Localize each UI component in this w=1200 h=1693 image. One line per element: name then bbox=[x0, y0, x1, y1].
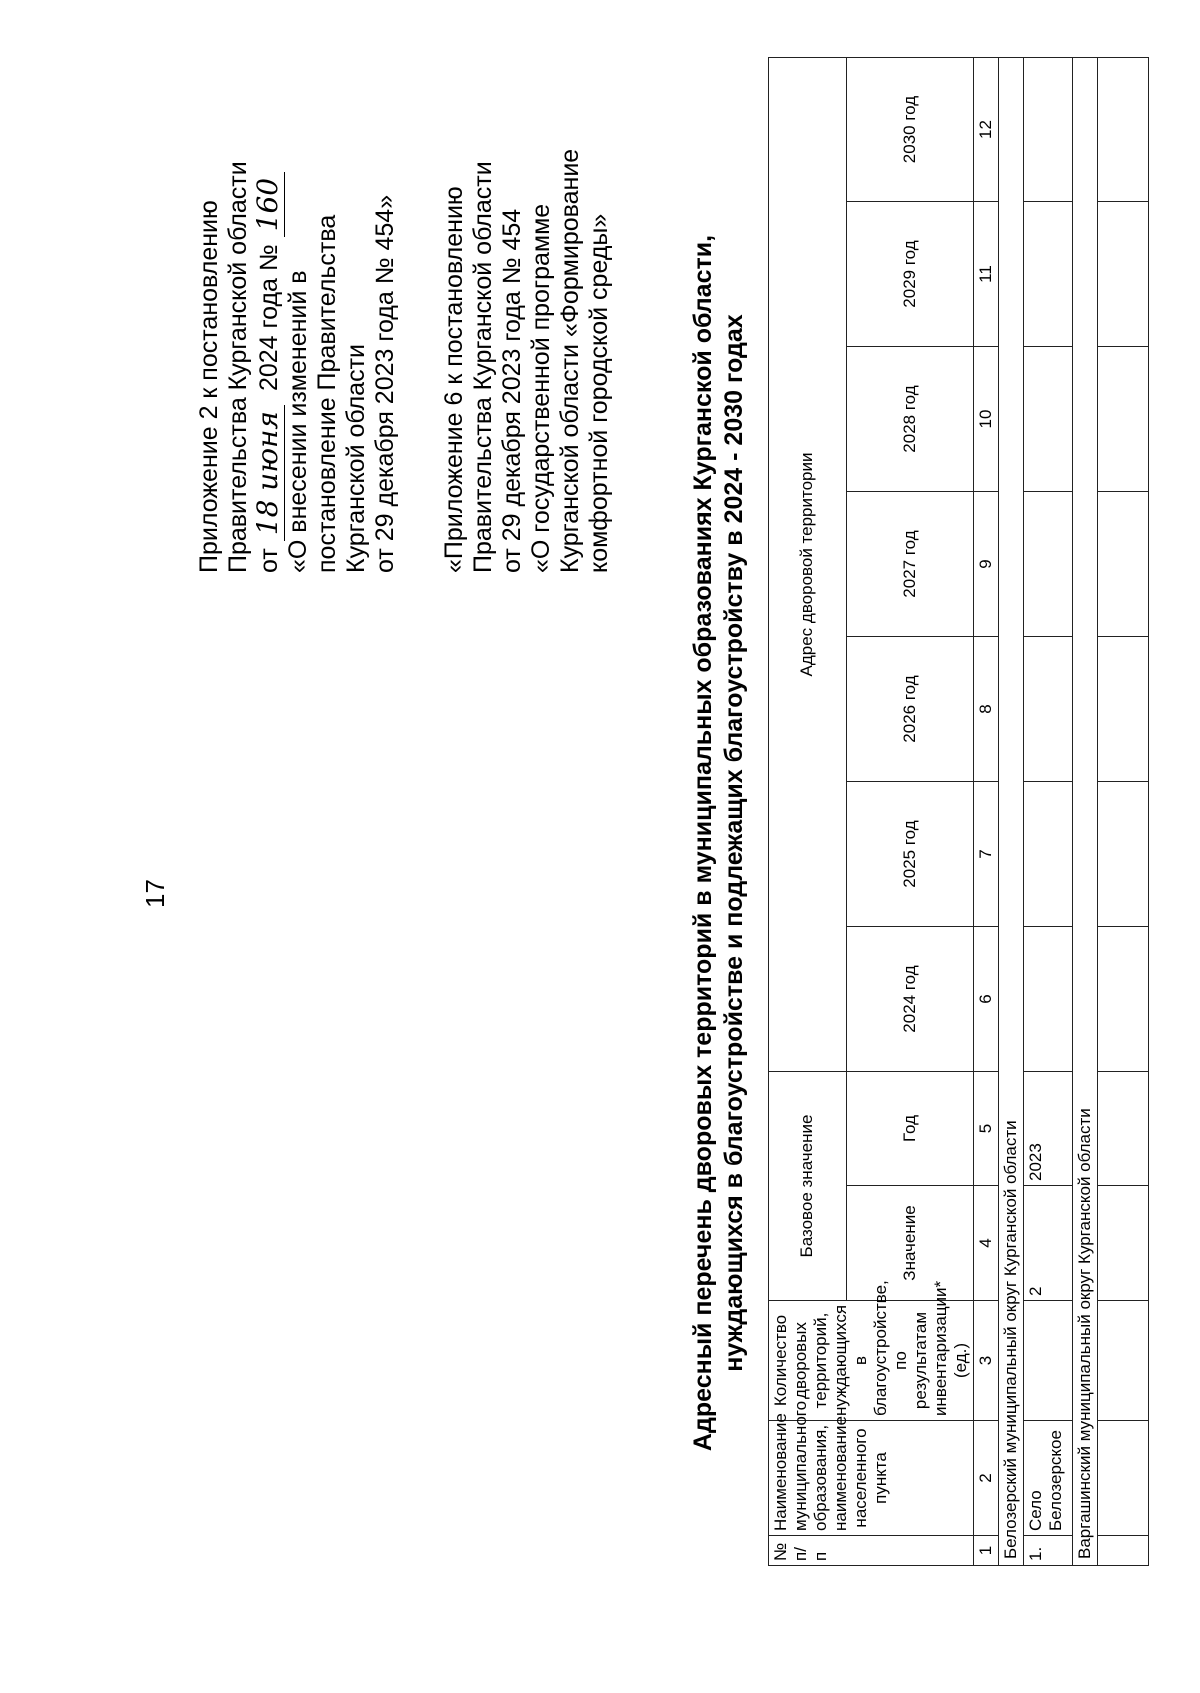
empty-cell bbox=[1098, 1072, 1149, 1186]
attachment-6-line-4: «О государственной программе bbox=[527, 203, 555, 573]
attachment-6-line-3: от 29 декабря 2023 года № 454 bbox=[498, 208, 526, 573]
attachment-2-date-prefix: от bbox=[255, 548, 283, 573]
header-year-2026: 2026 год bbox=[846, 637, 973, 782]
row-year-cell bbox=[1024, 57, 1073, 201]
attachment-6-line-2: Правительства Курганской области bbox=[469, 161, 497, 573]
attachment-2-block bbox=[195, 53, 400, 573]
row-year-cell bbox=[1024, 782, 1073, 927]
row-year-cell bbox=[1024, 347, 1073, 492]
row-municipality: Село Белозерское bbox=[1024, 1421, 1073, 1536]
header-year-2025: 2025 год bbox=[846, 782, 973, 927]
attachment-6-line-1: «Приложение 6 к постановлению bbox=[440, 186, 468, 573]
header-municipality: Наименование муниципального образования, наименование населенного пункта bbox=[769, 1421, 974, 1536]
header-base-value-group: Базовое значение bbox=[769, 1072, 847, 1301]
header-index: № п/п bbox=[769, 1536, 974, 1566]
handwritten-number: 160 bbox=[251, 172, 285, 237]
attachment-2-line-2: Правительства Курганской области bbox=[224, 161, 252, 573]
attachment-2-line-4: «О внесении изменений в bbox=[284, 270, 312, 573]
header-year-2024: 2024 год bbox=[846, 927, 973, 1072]
section-title: Варгашинский муниципальный округ Курганской области bbox=[1073, 57, 1098, 1565]
attachment-2-line-1: Приложение 2 к постановлению bbox=[195, 200, 223, 573]
row-year-cell bbox=[1024, 637, 1073, 782]
column-number: 2 bbox=[974, 1421, 999, 1536]
empty-cell bbox=[1098, 1536, 1149, 1566]
header-year-2030: 2030 год bbox=[846, 57, 973, 201]
attachment-2-line-6: Курганской области bbox=[342, 343, 370, 573]
section-row-vargashinsky bbox=[1073, 57, 1098, 1565]
column-number: 4 bbox=[974, 1186, 999, 1301]
address-register-table bbox=[768, 57, 1149, 1566]
row-base-year: 2023 bbox=[1024, 1072, 1073, 1186]
table-row bbox=[1024, 57, 1073, 1565]
empty-cell bbox=[1098, 927, 1149, 1072]
row-base-value: 2 bbox=[1024, 1186, 1073, 1301]
attachment-6-line-5: Курганской области «Формирование bbox=[556, 148, 584, 573]
document-title bbox=[688, 73, 750, 1613]
header-address-group: Адрес дворовой территории bbox=[769, 57, 847, 1071]
column-number: 5 bbox=[974, 1072, 999, 1186]
column-number: 11 bbox=[974, 202, 999, 347]
handwritten-date: 18 июня bbox=[251, 405, 285, 541]
header-base-year: Год bbox=[846, 1072, 973, 1186]
column-number: 8 bbox=[974, 637, 999, 782]
header-base-value: Значение bbox=[846, 1186, 973, 1301]
page-number: 17 bbox=[140, 879, 170, 908]
table-row bbox=[1098, 57, 1149, 1565]
empty-cell bbox=[1098, 492, 1149, 637]
column-number: 9 bbox=[974, 492, 999, 637]
header-year-2028: 2028 год bbox=[846, 347, 973, 492]
empty-cell bbox=[1098, 1186, 1149, 1301]
document-title-line-2: нуждающихся в благоустройстве и подлежащих благоустройству в 2024 - 2030 годах bbox=[720, 314, 748, 1372]
section-row-belozersky bbox=[999, 57, 1024, 1565]
row-year-cell bbox=[1024, 927, 1073, 1072]
column-number: 3 bbox=[974, 1301, 999, 1421]
attachment-2-line-5: постановление Правительства bbox=[313, 214, 341, 573]
attachment-2-line-7: от 29 декабря 2023 года № 454» bbox=[371, 194, 399, 573]
empty-cell bbox=[1098, 57, 1149, 201]
column-number: 7 bbox=[974, 782, 999, 927]
row-year-cell bbox=[1024, 492, 1073, 637]
attachment-2-line-3 bbox=[253, 53, 284, 573]
header-year-2029: 2029 год bbox=[846, 202, 973, 347]
empty-cell bbox=[1098, 782, 1149, 927]
row-yard-count bbox=[1024, 1301, 1073, 1421]
header-yard-count: Количество дворовых территорий, нуждающихся в благоустройстве, по результатам инвентаризации* (ед.) bbox=[769, 1301, 974, 1421]
attachment-6-line-6: комфортной городской среды» bbox=[585, 213, 613, 573]
column-number: 12 bbox=[974, 57, 999, 201]
row-year-cell bbox=[1024, 202, 1073, 347]
attachment-6-block bbox=[440, 53, 614, 573]
attachment-2-date-mid: 2024 года № bbox=[255, 244, 283, 392]
row-index: 1. bbox=[1024, 1536, 1073, 1566]
empty-cell bbox=[1098, 202, 1149, 347]
empty-cell bbox=[1098, 637, 1149, 782]
column-number: 1 bbox=[974, 1536, 999, 1566]
empty-cell bbox=[1098, 347, 1149, 492]
section-title: Белозерский муниципальный округ Курганской области bbox=[999, 57, 1024, 1565]
empty-cell bbox=[1098, 1301, 1149, 1421]
document-title-line-1: Адресный перечень дворовых территорий в муниципальных образованиях Курганской области, bbox=[689, 234, 717, 1452]
column-number-row bbox=[974, 57, 999, 1565]
column-number: 10 bbox=[974, 347, 999, 492]
column-number: 6 bbox=[974, 927, 999, 1072]
empty-cell bbox=[1098, 1421, 1149, 1536]
header-row-1 bbox=[769, 57, 847, 1565]
header-year-2027: 2027 год bbox=[846, 492, 973, 637]
